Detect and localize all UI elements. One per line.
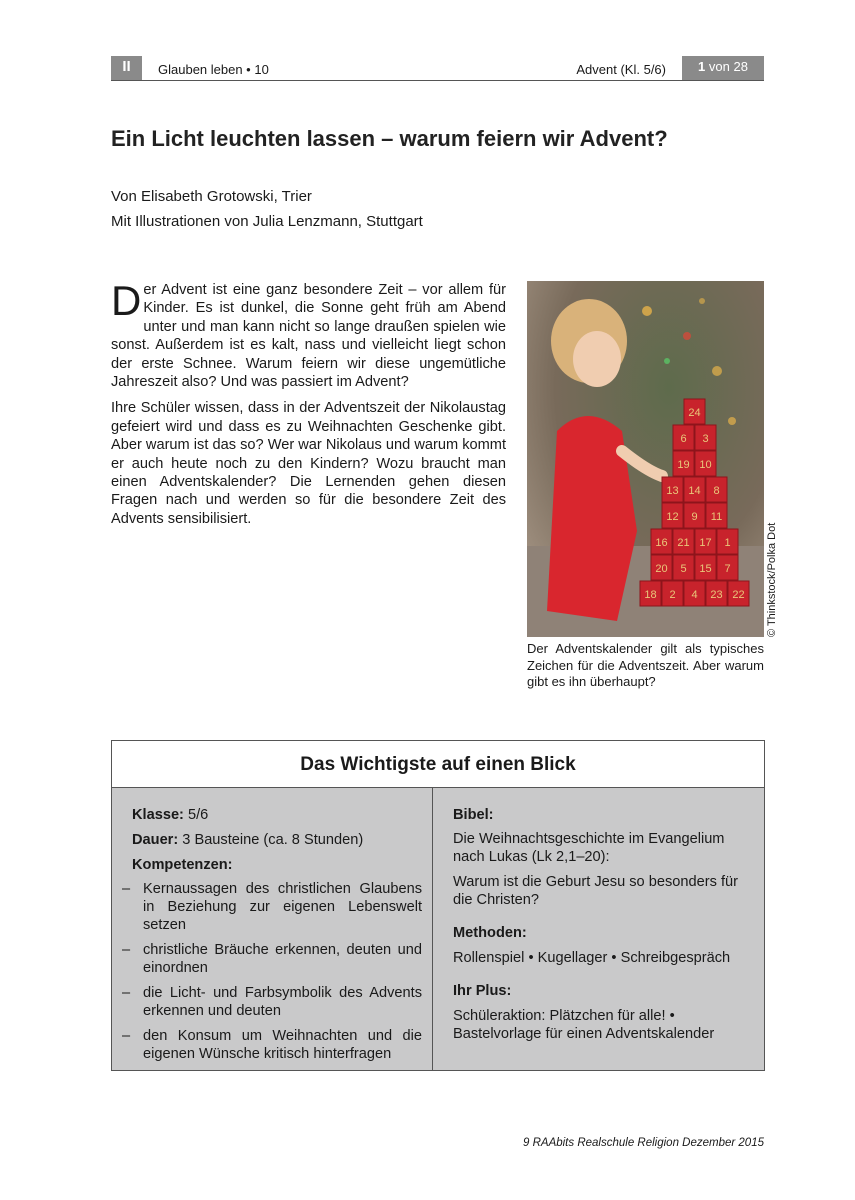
page-number: 1 [698, 59, 706, 74]
bibel-heading [453, 806, 753, 824]
calendar-number: 21 [677, 537, 690, 549]
kompetenzen-list [112, 880, 422, 1070]
section-badge: II [111, 56, 142, 80]
unit-label: Advent (Kl. 5/6) [576, 62, 666, 77]
calendar-number: 3 [702, 433, 709, 445]
calendar-number: 1 [724, 537, 731, 549]
calendar-number: 4 [691, 589, 698, 601]
list-item: – christliche Bräuche erkennen, deuten und einordnen [112, 941, 422, 977]
list-item: – die Licht- und Farbsymbolik des Advents erkennen und deuten [112, 984, 422, 1020]
intro-text [111, 277, 506, 536]
summary-title: Das Wichtigste auf einen Blick [112, 741, 764, 788]
calendar-number: 11 [710, 511, 723, 523]
intro-paragraph-1-text: er Advent ist eine ganz besondere Zeit – vor allem für Kinder. Es ist dunkel, die Sonne geht früh am Abend unter und man kann nicht so lange draußen spielen wie sonst. Außerdem ist es kalt, nass und vielleicht liegt schon der erste Schnee. Warum feiern wir diese ungemütliche Jahreszeit also? Und was passiert im Advent? [111, 282, 506, 391]
kompetenzen-heading [132, 856, 233, 874]
calendar-number: 13 [666, 485, 679, 497]
author-line: Von Elisabeth Grotowski, Trier [111, 188, 312, 205]
klasse-row [132, 806, 208, 824]
methoden-heading [453, 924, 753, 942]
intro-paragraph-1 [111, 277, 506, 391]
page-title: Ein Licht leuchten lassen – warum feiern wir Advent? [111, 126, 668, 151]
calendar-number: 17 [699, 537, 712, 549]
calendar-number: 19 [677, 459, 690, 471]
series-label: Glauben leben • 10 [158, 62, 269, 77]
calendar-number: 5 [680, 563, 687, 575]
calendar-number: 9 [691, 511, 698, 523]
calendar-number: 18 [644, 589, 657, 601]
calendar-number: 2 [669, 589, 676, 601]
bibel-text-2: Warum ist die Geburt Jesu so besonders für die Christen? [453, 874, 738, 908]
summary-body [112, 788, 764, 1070]
plus-heading [453, 982, 753, 1000]
dauer-row [132, 831, 363, 849]
calendar-number: 7 [724, 563, 731, 575]
methoden-label: Methoden: [453, 925, 527, 941]
calendar-number: 23 [710, 589, 723, 601]
dauer-value: 3 Bausteine (ca. 8 Stunden) [178, 832, 364, 848]
calendar-number: 6 [680, 433, 687, 445]
advent-calendar-photo [527, 281, 764, 637]
calendar-number: 20 [655, 563, 668, 575]
summary-right-column [433, 788, 764, 1070]
calendar-number: 14 [688, 485, 701, 497]
calendar-number: 16 [655, 537, 668, 549]
dauer-label: Dauer: [132, 832, 179, 848]
page-footer: 9 RAAbits Realschule Religion Dezember 2015 [523, 1137, 764, 1149]
intro-paragraph-2: Ihre Schüler wissen, dass in der Adventszeit der Nikolaustag gefeiert wird und dass es zu Weihnachten Geschenke gibt. Aber warum ist das so? Wer war Nikolaus und warum kommt er auch heute noch zu den Kindern? Wozu braucht man einen Adventskalender? Die Lernenden gehen diesen Fragen nach und werden so für die besondere Zeit des Advents sensibilisiert. [111, 400, 506, 527]
plus-text: Schüleraktion: Plätzchen für alle! • Bastelvorlage für einen Adventskalender [453, 1008, 715, 1042]
calendar-number: 22 [732, 589, 745, 601]
bibel-label: Bibel: [453, 807, 494, 823]
list-item: – den Konsum um Weihnachten und die eigenen Wünsche kritisch hinterfragen [112, 1027, 422, 1063]
summary-left-column [112, 788, 433, 1070]
calendar-number: 10 [699, 459, 712, 471]
page-indicator [682, 56, 764, 80]
summary-box [111, 740, 765, 1071]
klasse-label: Klasse: [132, 807, 184, 823]
drop-cap: D [111, 277, 142, 324]
klasse-value: 5/6 [183, 807, 209, 823]
calendar-number: 24 [688, 407, 701, 419]
calendar-number: 12 [666, 511, 679, 523]
calendar-number: 15 [699, 563, 712, 575]
photo-caption: Der Adventskalender gilt als typisches Zeichen für die Adventszeit. Aber warum gibt es ihn überhaupt? [527, 641, 764, 689]
bibel-text-1: Die Weihnachtsgeschichte im Evangelium nach Lukas (Lk 2,1–20): [453, 831, 725, 865]
photo-illustration [527, 281, 764, 637]
running-header [111, 56, 764, 81]
kompetenzen-label: Kompetenzen: [132, 857, 233, 873]
photo-credit: © Thinkstock/Polka Dot [766, 522, 778, 637]
plus-label: Ihr Plus: [453, 983, 512, 999]
calendar-number: 8 [713, 485, 720, 497]
list-item: – Kernaussagen des christlichen Glaubens in Beziehung zur eigenen Lebenswelt setzen [112, 880, 422, 934]
methoden-text: Rollenspiel • Kugellager • Schreibgespräch [453, 950, 731, 966]
page-total: von 28 [708, 59, 748, 74]
illustrator-line: Mit Illustrationen von Julia Lenzmann, Stuttgart [111, 213, 423, 230]
